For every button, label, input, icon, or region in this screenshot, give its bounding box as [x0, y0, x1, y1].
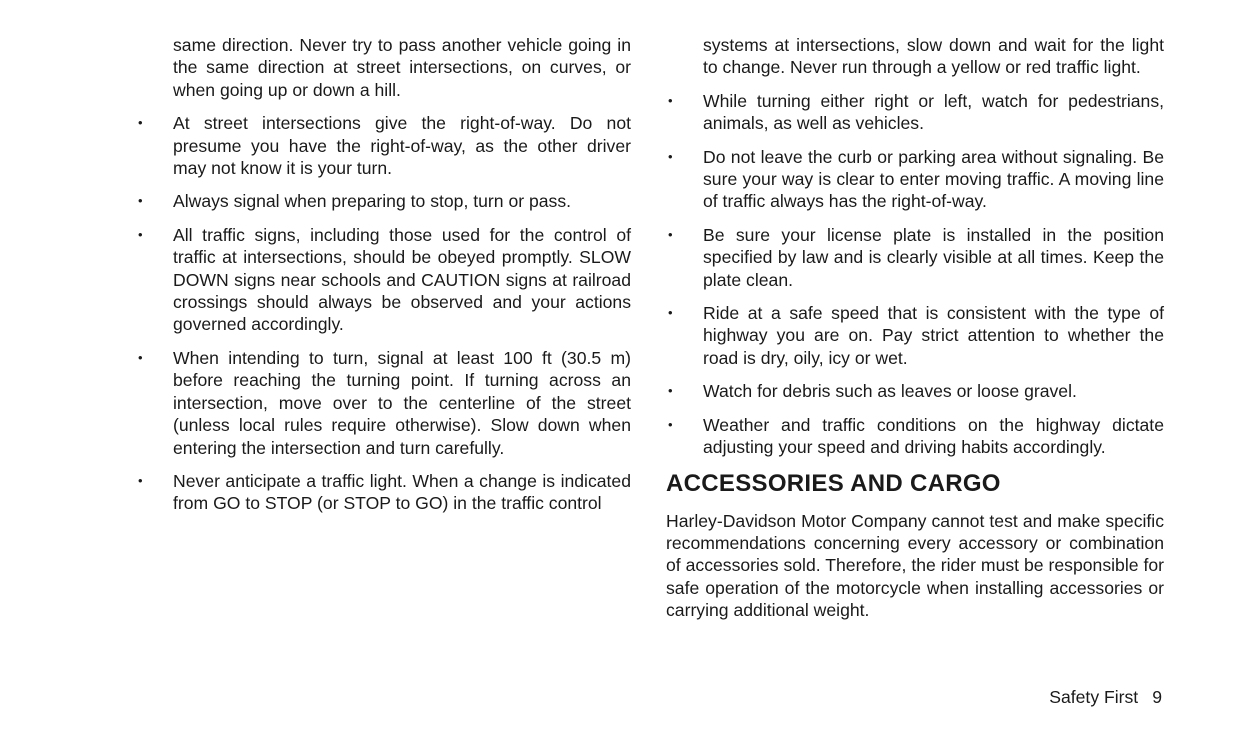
bullet-text: Weather and traffic conditions on the highway dictate adjusting your speed and driving habits accordingly. — [703, 414, 1164, 458]
bullet-text: Ride at a safe speed that is consistent with the type of highway you are on. Pay strict attention to whether the road is dry, oily, icy or wet. — [703, 303, 1164, 368]
bullet-icon: • — [668, 148, 673, 164]
bullet-icon: • — [138, 115, 143, 131]
bullet-text: Do not leave the curb or parking area without signaling. Be sure your way is clear to enter moving traffic. A moving line of traffic always has the right-of-way. — [703, 146, 1164, 212]
bullet-item — [136, 112, 631, 179]
bullet-icon: • — [138, 226, 143, 242]
bullet-text: When intending to turn, signal at least 100 ft (30.5 m) before reaching the turning point. If turning across an intersection, move over to the centerline of the street (unless local rules require otherwise). Slow down when entering the intersection and turn carefully. — [173, 347, 631, 458]
bullet-text: At street intersections give the right-of-way. Do not presume you have the right-of-way, as the other driver may not know it is your turn. — [173, 113, 631, 179]
bullet-icon: • — [668, 383, 673, 399]
bullet-item — [136, 224, 631, 336]
bullet-icon: • — [668, 416, 673, 432]
bullet-text: All traffic signs, including those used for the control of traffic at intersections, should be obeyed promptly. SLOW DOWN signs near schools and CAUTION signs at railroad crossings should always be observed and your actions governed accordingly. — [173, 224, 631, 335]
bullet-item — [136, 470, 631, 515]
section-body: Harley-Davidson Motor Company cannot test and make specific recommendations concerning every accessory or combination of accessories sold. Therefore, the rider must be responsible for safe operation of the motorcycle when installing accessories or carrying additional weight. — [666, 510, 1164, 621]
page-footer — [1049, 686, 1162, 708]
bullet-icon: • — [138, 472, 143, 488]
bullet-text: Watch for debris such as leaves or loose gravel. — [703, 381, 1077, 402]
bullet-item — [666, 380, 1164, 402]
left-column — [136, 34, 631, 526]
bullet-icon: • — [668, 305, 673, 321]
bullet-item — [666, 414, 1164, 459]
bullet-text: While turning either right or left, watch for pedestrians, animals, as well as vehicles. — [703, 90, 1164, 134]
bullet-icon: • — [138, 193, 143, 209]
continued-paragraph: same direction. Never try to pass another vehicle going in the same direction at street intersections, on curves, or when going up or down a hill. — [173, 35, 631, 100]
bullet-icon: • — [138, 349, 143, 365]
bullet-text: Never anticipate a traffic light. When a change is indicated from GO to STOP (or STOP to GO) in the traffic control — [173, 470, 631, 514]
page-number: 9 — [1152, 687, 1162, 707]
bullet-item — [666, 224, 1164, 291]
footer-section-name: Safety First — [1049, 687, 1139, 707]
bullet-icon: • — [668, 226, 673, 242]
bullet-text: Always signal when preparing to stop, turn or pass. — [173, 191, 572, 212]
bullet-item — [666, 302, 1164, 369]
bullet-item — [666, 90, 1164, 135]
bullet-item — [136, 190, 631, 212]
bullet-icon: • — [668, 92, 673, 108]
continued-paragraph: systems at intersections, slow down and wait for the light to change. Never run through a yellow or red traffic light. — [703, 35, 1164, 78]
bullet-item — [666, 146, 1164, 213]
section-heading: ACCESSORIES AND CARGO — [666, 469, 1001, 497]
right-column — [666, 34, 1164, 622]
bullet-item — [136, 347, 631, 459]
bullet-text: Be sure your license plate is installed in the position specified by law and is clearly visible at all times. Keep the plate clean. — [703, 224, 1164, 290]
